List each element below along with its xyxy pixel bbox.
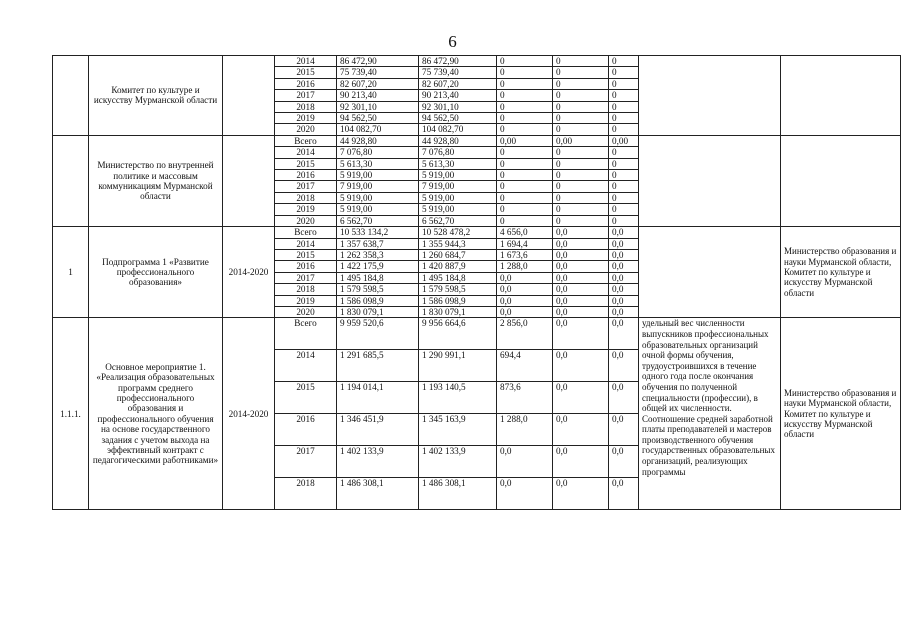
- federal-cell: 0: [497, 192, 553, 203]
- regional-cell: 90 213,40: [419, 90, 497, 101]
- local-cell: 0: [553, 90, 609, 101]
- total-cell: 7 076,80: [337, 147, 419, 158]
- other-cell: 0,00: [609, 135, 639, 146]
- local-cell: 0: [553, 56, 609, 67]
- year-cell: Всего: [275, 227, 337, 238]
- local-cell: 0: [553, 158, 609, 169]
- year-cell: 2014: [275, 238, 337, 249]
- regional-cell: 1 402 133,9: [419, 446, 497, 478]
- other-cell: 0,0: [609, 261, 639, 272]
- other-cell: 0: [609, 78, 639, 89]
- local-cell: 0,0: [553, 272, 609, 283]
- responsible-cell: Министерство образования и науки Мурманской области, Комитет по культуре и искусству Мурманской области: [781, 227, 901, 318]
- table-row: [53, 318, 901, 350]
- local-cell: 0,0: [553, 227, 609, 238]
- total-cell: 94 562,50: [337, 113, 419, 124]
- federal-cell: 1 694,4: [497, 238, 553, 249]
- regional-cell: 1 495 184,8: [419, 272, 497, 283]
- local-cell: 0,0: [553, 382, 609, 414]
- other-cell: 0: [609, 67, 639, 78]
- item-period: 2014-2020: [223, 227, 275, 318]
- other-cell: 0,0: [609, 446, 639, 478]
- federal-cell: 1 673,6: [497, 249, 553, 260]
- total-cell: 90 213,40: [337, 90, 419, 101]
- regional-cell: 1 345 163,9: [419, 414, 497, 446]
- other-cell: 0: [609, 124, 639, 135]
- total-cell: 6 562,70: [337, 215, 419, 226]
- total-cell: 82 607,20: [337, 78, 419, 89]
- regional-cell: 1 586 098,9: [419, 295, 497, 306]
- year-cell: 2015: [275, 249, 337, 260]
- budget-table: [52, 55, 901, 510]
- federal-cell: 0: [497, 67, 553, 78]
- total-cell: 1 346 451,9: [337, 414, 419, 446]
- federal-cell: 0: [497, 56, 553, 67]
- other-cell: 0: [609, 181, 639, 192]
- item-number: [53, 135, 89, 226]
- indicator-cell: [639, 56, 781, 136]
- year-cell: 2020: [275, 124, 337, 135]
- year-cell: 2016: [275, 170, 337, 181]
- item-number: 1: [53, 227, 89, 318]
- federal-cell: 0: [497, 170, 553, 181]
- total-cell: 75 739,40: [337, 67, 419, 78]
- federal-cell: 0,0: [497, 295, 553, 306]
- total-cell: 1 495 184,8: [337, 272, 419, 283]
- year-cell: 2018: [275, 284, 337, 295]
- regional-cell: 86 472,90: [419, 56, 497, 67]
- local-cell: 0,0: [553, 284, 609, 295]
- federal-cell: 0,0: [497, 446, 553, 478]
- year-cell: Всего: [275, 318, 337, 350]
- other-cell: 0: [609, 147, 639, 158]
- local-cell: 0: [553, 147, 609, 158]
- year-cell: 2019: [275, 295, 337, 306]
- other-cell: 0: [609, 158, 639, 169]
- total-cell: 1 194 014,1: [337, 382, 419, 414]
- local-cell: 0: [553, 124, 609, 135]
- regional-cell: 82 607,20: [419, 78, 497, 89]
- year-cell: Всего: [275, 135, 337, 146]
- year-cell: 2017: [275, 446, 337, 478]
- total-cell: 92 301,10: [337, 101, 419, 112]
- federal-cell: 1 288,0: [497, 414, 553, 446]
- local-cell: 0,0: [553, 238, 609, 249]
- total-cell: 5 919,00: [337, 170, 419, 181]
- regional-cell: 6 562,70: [419, 215, 497, 226]
- table-row: [53, 135, 901, 146]
- other-cell: 0: [609, 192, 639, 203]
- local-cell: 0: [553, 215, 609, 226]
- federal-cell: 694,4: [497, 350, 553, 382]
- other-cell: 0,0: [609, 284, 639, 295]
- year-cell: 2019: [275, 204, 337, 215]
- local-cell: 0: [553, 204, 609, 215]
- regional-cell: 10 528 478,2: [419, 227, 497, 238]
- regional-cell: 104 082,70: [419, 124, 497, 135]
- total-cell: 1 402 133,9: [337, 446, 419, 478]
- total-cell: 1 586 098,9: [337, 295, 419, 306]
- federal-cell: 2 856,0: [497, 318, 553, 350]
- total-cell: 1 291 685,5: [337, 350, 419, 382]
- item-period: [223, 56, 275, 136]
- year-cell: 2014: [275, 147, 337, 158]
- regional-cell: 5 919,00: [419, 192, 497, 203]
- other-cell: 0: [609, 215, 639, 226]
- local-cell: 0,0: [553, 414, 609, 446]
- federal-cell: 0,00: [497, 135, 553, 146]
- indicator-cell: [639, 135, 781, 226]
- year-cell: 2020: [275, 306, 337, 317]
- local-cell: 0,0: [553, 446, 609, 478]
- local-cell: 0: [553, 101, 609, 112]
- regional-cell: 1 420 887,9: [419, 261, 497, 272]
- year-cell: 2015: [275, 67, 337, 78]
- local-cell: 0,0: [553, 249, 609, 260]
- federal-cell: 0: [497, 204, 553, 215]
- federal-cell: 0: [497, 124, 553, 135]
- responsible-cell: Министерство образования и науки Мурманской области, Комитет по культуре и искусству Мурманской области: [781, 318, 901, 510]
- regional-cell: 1 193 140,5: [419, 382, 497, 414]
- other-cell: 0: [609, 90, 639, 101]
- federal-cell: 0: [497, 78, 553, 89]
- year-cell: 2019: [275, 113, 337, 124]
- year-cell: 2018: [275, 101, 337, 112]
- year-cell: 2017: [275, 272, 337, 283]
- local-cell: 0,00: [553, 135, 609, 146]
- year-cell: 2016: [275, 261, 337, 272]
- total-cell: 5 613,30: [337, 158, 419, 169]
- item-number: [53, 56, 89, 136]
- total-cell: 9 959 520,6: [337, 318, 419, 350]
- federal-cell: 0,0: [497, 306, 553, 317]
- year-cell: 2017: [275, 181, 337, 192]
- regional-cell: 7 919,00: [419, 181, 497, 192]
- total-cell: 44 928,80: [337, 135, 419, 146]
- total-cell: 1 830 079,1: [337, 306, 419, 317]
- year-cell: 2018: [275, 192, 337, 203]
- total-cell: 5 919,00: [337, 204, 419, 215]
- item-number: 1.1.1.: [53, 318, 89, 510]
- other-cell: 0: [609, 204, 639, 215]
- year-cell: 2014: [275, 350, 337, 382]
- other-cell: 0,0: [609, 306, 639, 317]
- other-cell: 0,0: [609, 318, 639, 350]
- regional-cell: 1 579 598,5: [419, 284, 497, 295]
- year-cell: 2016: [275, 78, 337, 89]
- total-cell: 1 579 598,5: [337, 284, 419, 295]
- federal-cell: 0: [497, 158, 553, 169]
- table-row: [53, 56, 901, 67]
- federal-cell: 0: [497, 113, 553, 124]
- federal-cell: 4 656,0: [497, 227, 553, 238]
- year-cell: 2016: [275, 414, 337, 446]
- year-cell: 2018: [275, 478, 337, 510]
- year-cell: 2015: [275, 158, 337, 169]
- other-cell: 0,0: [609, 295, 639, 306]
- local-cell: 0,0: [553, 306, 609, 317]
- year-cell: 2015: [275, 382, 337, 414]
- local-cell: 0: [553, 170, 609, 181]
- local-cell: 0: [553, 181, 609, 192]
- other-cell: 0: [609, 56, 639, 67]
- responsible-cell: [781, 56, 901, 136]
- total-cell: 5 919,00: [337, 192, 419, 203]
- other-cell: 0,0: [609, 238, 639, 249]
- federal-cell: 0: [497, 101, 553, 112]
- year-cell: 2020: [275, 215, 337, 226]
- federal-cell: 0: [497, 181, 553, 192]
- federal-cell: 0: [497, 215, 553, 226]
- regional-cell: 1 290 991,1: [419, 350, 497, 382]
- total-cell: 7 919,00: [337, 181, 419, 192]
- total-cell: 1 422 175,9: [337, 261, 419, 272]
- total-cell: 1 486 308,1: [337, 478, 419, 510]
- federal-cell: 0,0: [497, 272, 553, 283]
- regional-cell: 1 830 079,1: [419, 306, 497, 317]
- local-cell: 0,0: [553, 261, 609, 272]
- other-cell: 0: [609, 113, 639, 124]
- federal-cell: 1 288,0: [497, 261, 553, 272]
- regional-cell: 75 739,40: [419, 67, 497, 78]
- regional-cell: 94 562,50: [419, 113, 497, 124]
- regional-cell: 7 076,80: [419, 147, 497, 158]
- other-cell: 0,0: [609, 249, 639, 260]
- federal-cell: 0: [497, 147, 553, 158]
- local-cell: 0: [553, 192, 609, 203]
- indicator-cell: [639, 227, 781, 318]
- regional-cell: 1 260 684,7: [419, 249, 497, 260]
- local-cell: 0: [553, 67, 609, 78]
- regional-cell: 5 613,30: [419, 158, 497, 169]
- other-cell: 0,0: [609, 272, 639, 283]
- regional-cell: 5 919,00: [419, 170, 497, 181]
- item-name: Комитет по культуре и искусству Мурманской области: [89, 56, 223, 136]
- other-cell: 0,0: [609, 382, 639, 414]
- total-cell: 86 472,90: [337, 56, 419, 67]
- total-cell: 104 082,70: [337, 124, 419, 135]
- year-cell: 2014: [275, 56, 337, 67]
- regional-cell: 1 355 944,3: [419, 238, 497, 249]
- federal-cell: 0,0: [497, 478, 553, 510]
- regional-cell: 92 301,10: [419, 101, 497, 112]
- indicator-cell: удельный вес численности выпускников профессиональных образовательных организаций очной формы обучения, трудоустроившихся в течение одного года после окончания обучения по полученной специальности (профессии), в общей их численности. Соотношение средней заработной платы преподавателей и мастеров производственного обучения государственных образовательных организаций, реализующих программы: [639, 318, 781, 510]
- responsible-cell: [781, 135, 901, 226]
- total-cell: 1 262 358,3: [337, 249, 419, 260]
- item-name: Министерство по внутренней политике и массовым коммуникациям Мурманской области: [89, 135, 223, 226]
- table-row: [53, 227, 901, 238]
- federal-cell: 0,0: [497, 284, 553, 295]
- regional-cell: 9 956 664,6: [419, 318, 497, 350]
- other-cell: 0: [609, 101, 639, 112]
- year-cell: 2017: [275, 90, 337, 101]
- other-cell: 0: [609, 170, 639, 181]
- item-name: Подпрограмма 1 «Развитие профессионального образования»: [89, 227, 223, 318]
- regional-cell: 44 928,80: [419, 135, 497, 146]
- item-name: Основное мероприятие 1. «Реализация образовательных программ среднего профессионального образования и профессионального обучения на основе государственного задания с учетом выхода на эффективный контракт с педагогическими работниками»: [89, 318, 223, 510]
- other-cell: 0,0: [609, 478, 639, 510]
- item-period: 2014-2020: [223, 318, 275, 510]
- local-cell: 0: [553, 113, 609, 124]
- local-cell: 0,0: [553, 478, 609, 510]
- total-cell: 1 357 638,7: [337, 238, 419, 249]
- local-cell: 0,0: [553, 295, 609, 306]
- total-cell: 10 533 134,2: [337, 227, 419, 238]
- federal-cell: 0: [497, 90, 553, 101]
- page-number: 6: [448, 32, 457, 51]
- regional-cell: 1 486 308,1: [419, 478, 497, 510]
- other-cell: 0,0: [609, 350, 639, 382]
- local-cell: 0: [553, 78, 609, 89]
- other-cell: 0,0: [609, 227, 639, 238]
- local-cell: 0,0: [553, 318, 609, 350]
- local-cell: 0,0: [553, 350, 609, 382]
- item-period: [223, 135, 275, 226]
- other-cell: 0,0: [609, 414, 639, 446]
- regional-cell: 5 919,00: [419, 204, 497, 215]
- federal-cell: 873,6: [497, 382, 553, 414]
